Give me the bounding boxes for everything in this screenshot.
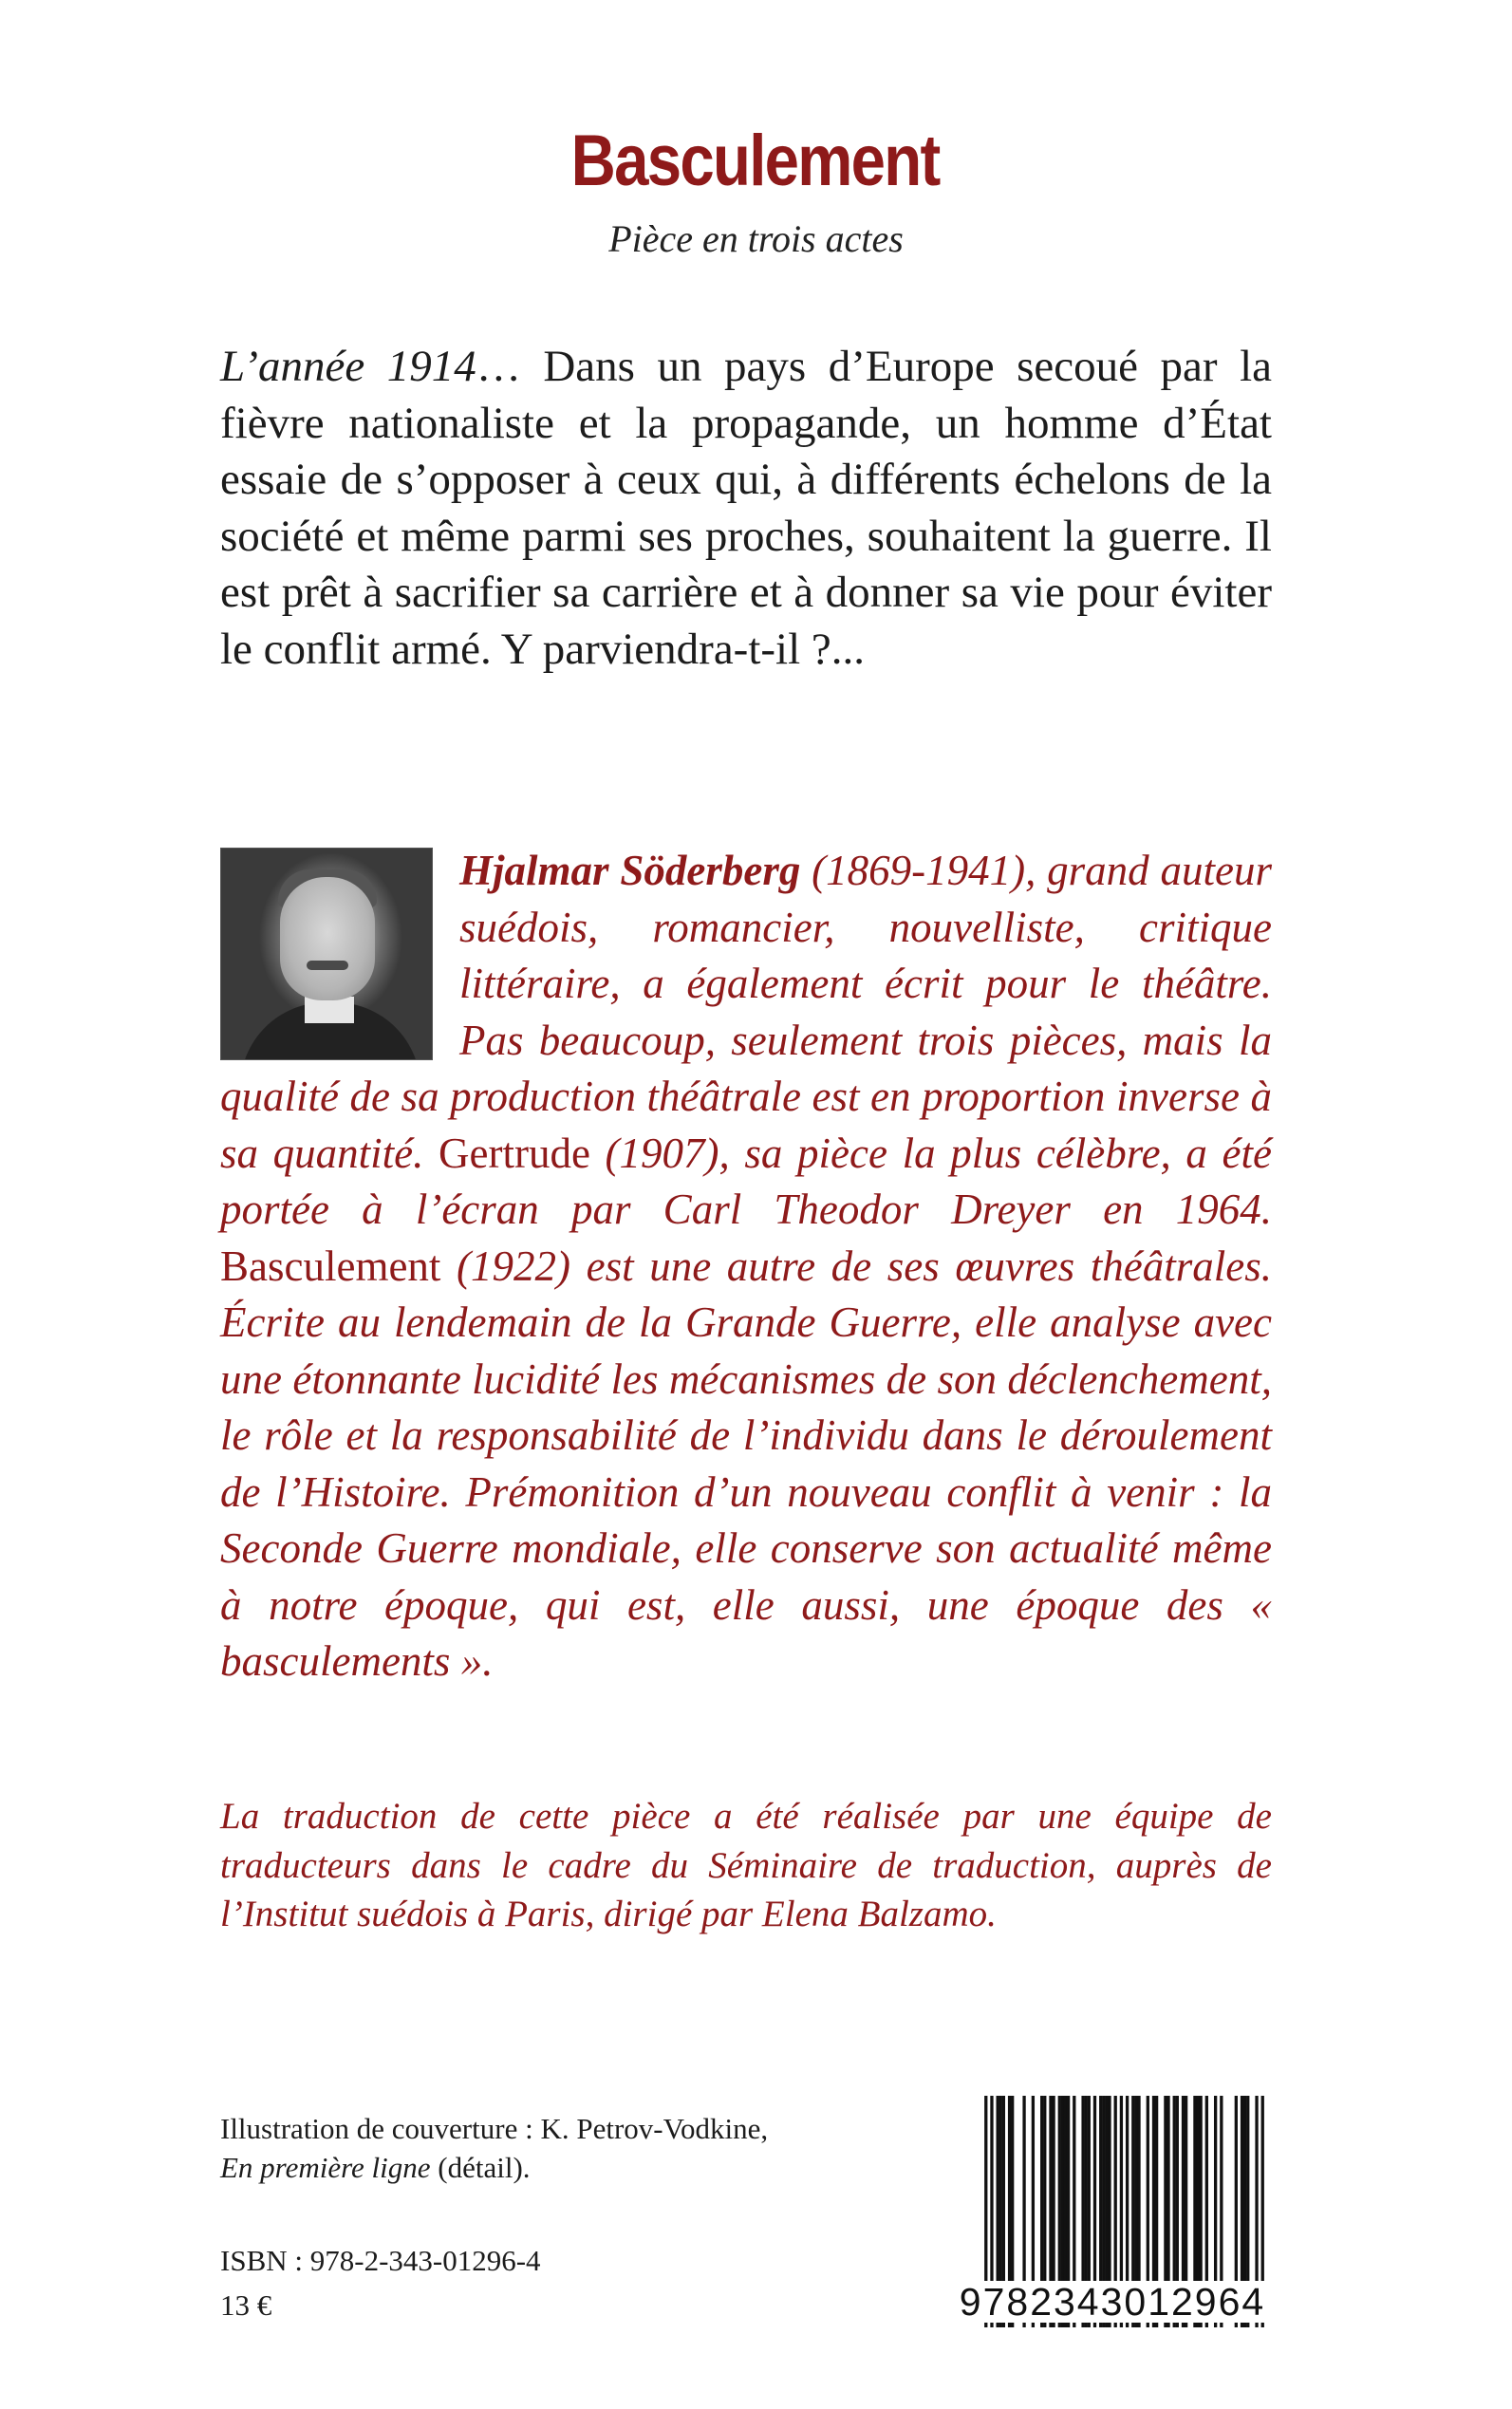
summary-paragraph	[220, 339, 1272, 679]
work-title-gertrude: Gertrude	[439, 1129, 590, 1177]
summary-text: … Dans un pays d’Europe secoué par la fièvre nationaliste et la propagande, un homme d’État essaie de s’opposer à ceux qui, à différents échelons de la société et même parmi ses proches, souhaitent la guerre. Il est prêt à sacrifier sa carrière et à donner sa vie pour éviter le conflit armé. Y parviendra-t-il ?...	[220, 342, 1272, 674]
author-name: Hjalmar Söderberg	[459, 847, 801, 894]
author-bio-part-1: (1869-1941), grand auteur suédois, romancier, nouvelliste, critique littéraire, a également écrit pour le théâtre. Pas beaucoup, seulement trois pièces, mais la qualité de sa production théâtrale est en proportion inverse à sa quantité.	[220, 847, 1272, 1177]
book-title: Basculement	[570, 121, 940, 201]
work-title-basculement: Basculement	[220, 1242, 441, 1290]
cover-credits	[220, 2109, 885, 2187]
author-bio-part-2: (1907), sa pièce la plus célèbre, a été portée à l’écran par Carl Theodor Dreyer en 1964.	[220, 1129, 1273, 1233]
translation-note: La traduction de cette pièce a été réalisée par une équipe de traducteurs dans le cadre du Séminaire de traduction, auprès de l’Institut suédois à Paris, dirigé par Elena Balzamo.	[220, 1796, 1272, 1934]
price: 13 €	[220, 2288, 272, 2322]
illustration-work-detail: (détail).	[430, 2151, 531, 2184]
illustration-work-title: En première ligne	[220, 2151, 431, 2184]
barcode-digits: 9782343012964	[952, 2281, 1273, 2323]
book-subtitle: Pièce en trois actes	[608, 217, 904, 260]
author-portrait	[220, 848, 433, 1060]
author-bio-part-3: (1922) est une autre de ses œuvres théâtrales. Écrite au lendemain de la Grande Guerre, elle analyse avec une étonnante lucidité les mécanismes de son déclenchement, le rôle et la responsabilité de l’individu dans le déroulement de l’Histoire. Prémonition d’un nouveau conflit à venir : la Seconde Guerre mondiale, elle conserve son actualité même à notre époque, qui est, elle aussi, une époque des « basculements ».	[220, 1242, 1272, 1685]
author-bio	[220, 843, 1272, 1690]
summary-year: L’année 1914	[220, 342, 476, 391]
isbn: ISBN : 978-2-343-01296-4	[220, 2244, 541, 2277]
illustration-credit: Illustration de couverture : K. Petrov-Vodkine,	[220, 2112, 769, 2145]
